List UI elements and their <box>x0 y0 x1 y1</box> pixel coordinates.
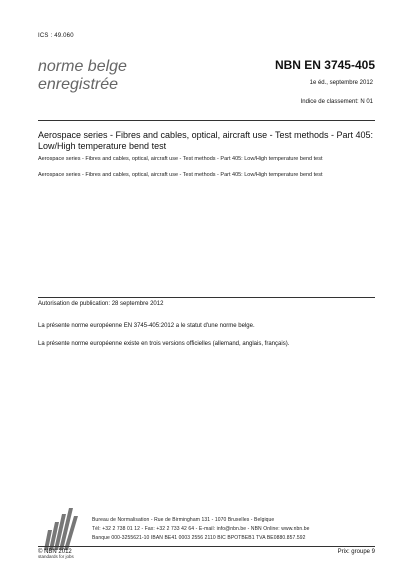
copyright: © NBN 2012 <box>38 549 72 555</box>
ics-code: ICS : 49.060 <box>38 33 74 39</box>
standard-number: NBN EN 3745-405 <box>274 58 375 72</box>
address-line-3: Banque 000-3255621-10 IBAN BE41 0003 2556 2110 BIC BPOTBEB1 TVA BE0880.857.592 <box>92 535 306 541</box>
publication-authorization: Autorisation de publication: 28 septembre 2012 <box>38 301 164 307</box>
title-english: Aerospace series - Fibres and cables, optical, aircraft use - Test methods - Part 405: Low/High temperature bend test <box>38 130 373 151</box>
price-group: Prix: groupe 9 <box>337 549 375 555</box>
brand-line-1: norme belge <box>38 58 127 75</box>
bottom-divider <box>38 546 375 547</box>
status-note: La présente norme européenne EN 3745-405:2012 a le statut d'une norme belge. <box>38 323 255 329</box>
brand-line-2: enregistrée <box>38 76 119 93</box>
address-line-1: Bureau de Normalisation - Rue de Birmingham 131 - 1070 Bruxelles - Belgique <box>92 517 275 523</box>
middle-divider <box>38 297 375 298</box>
classification-index: Indice de classement: N 01 <box>300 99 373 105</box>
versions-note: La présente norme européenne existe en trois versions officielles (allemand, anglais, français). <box>38 341 290 347</box>
logo-caption: standards for jobs <box>38 554 74 559</box>
address-line-2: Tél: +32 2 738 01 12 - Fax: +32 2 733 42 64 - E-mail: info@nbn.be - NBN Online: www.nbn.be <box>92 526 310 532</box>
title-french: Aerospace series - Fibres and cables, optical, aircraft use - Test methods - Part 405: Low/High temperature bend test <box>38 156 323 162</box>
title-german: Aerospace series - Fibres and cables, optical, aircraft use - Test methods - Part 405: Low/High temperature bend test <box>38 172 323 178</box>
top-divider <box>38 120 375 121</box>
brand-title <box>38 58 127 94</box>
edition-date: 1e éd., septembre 2012 <box>309 80 373 86</box>
